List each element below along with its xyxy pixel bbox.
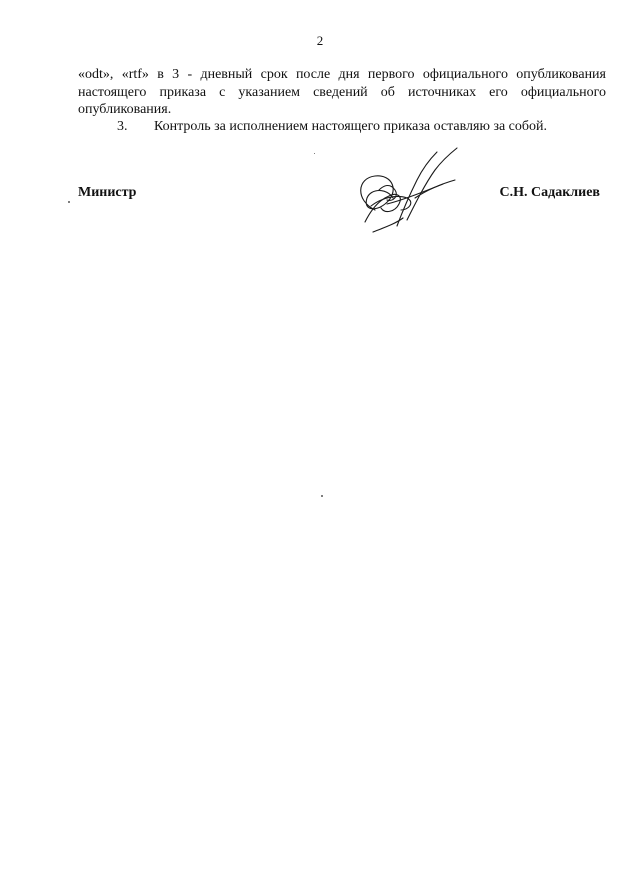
page-number: 2: [316, 33, 324, 48]
item-number: 3.: [117, 119, 128, 134]
item-text: Контроль за исполнением настоящего приказа оставляю за собой.: [154, 119, 548, 134]
signer-title: Министр: [78, 185, 137, 200]
scan-speck: [321, 495, 323, 497]
paragraph-continuation: «odt», «rtf» в 3 - дневный срок после дня первого официального опубликования настоящего приказа с указанием сведений об источниках его официального опубликования.: [78, 67, 606, 117]
scan-speck: [314, 153, 315, 154]
signer-name: С.Н. Садаклиев: [499, 185, 600, 200]
scan-speck: [68, 201, 70, 203]
handwritten-signature: [345, 140, 475, 240]
numbered-item-3: [117, 118, 617, 136]
